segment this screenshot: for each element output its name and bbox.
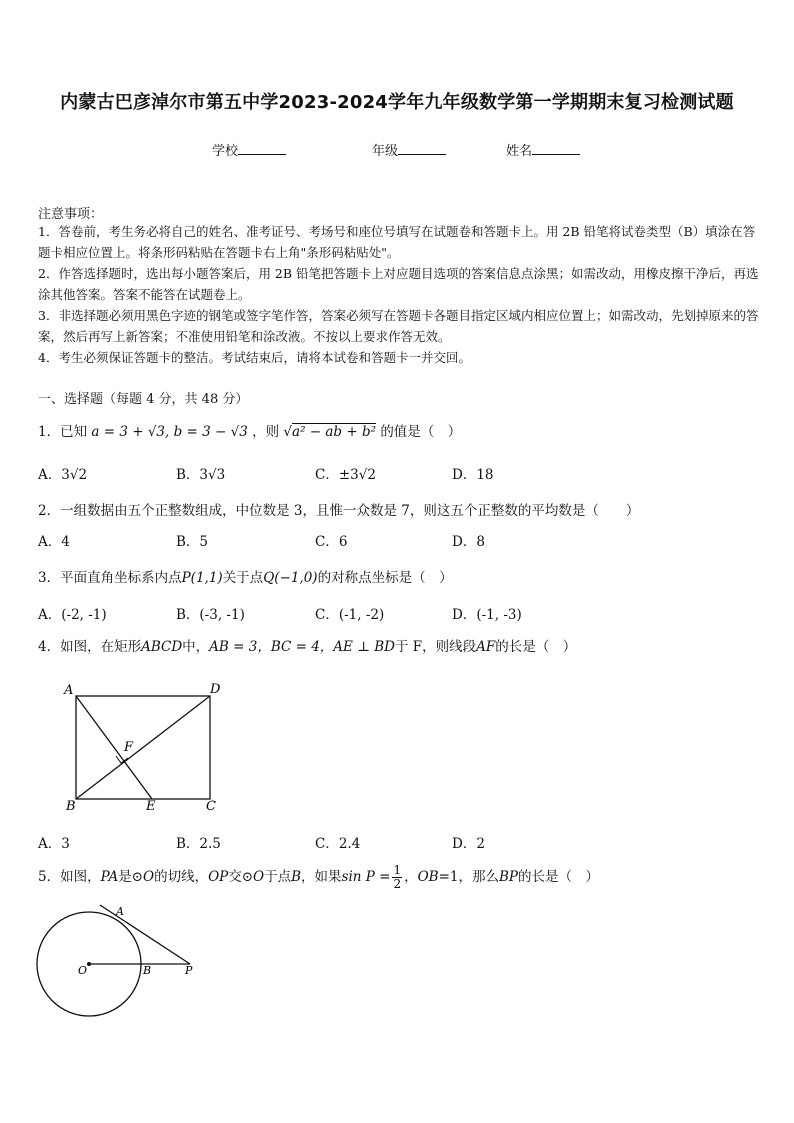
q5-fraction xyxy=(392,864,402,891)
q3-mid: 关于点 xyxy=(222,570,264,586)
name-label: 姓名 xyxy=(506,144,533,159)
q5-o2: O xyxy=(253,869,265,885)
name-field xyxy=(506,140,580,159)
q3-option-d[interactable]: D．(-1, -3) xyxy=(452,607,522,623)
q1-mid: ，则 xyxy=(252,424,280,440)
q2-option-b[interactable]: B．5 xyxy=(176,534,209,550)
q3-point-q: Q(−1,0) xyxy=(263,570,318,586)
q4-mid2: 于 F，则线段 xyxy=(394,639,477,655)
q5-bp: BP xyxy=(499,869,519,885)
q3-option-b[interactable]: B．(-3, -1) xyxy=(176,607,245,623)
label-a: A xyxy=(116,905,124,918)
q5-t1: 是⊙ xyxy=(118,869,143,885)
q2-option-a[interactable]: A．4 xyxy=(38,534,70,550)
q5-ob: OB xyxy=(417,869,439,885)
q4-rect: ABCD xyxy=(141,639,183,655)
right-angle-mark xyxy=(116,756,128,763)
name-blank[interactable] xyxy=(532,142,580,155)
grade-field xyxy=(372,140,446,159)
q5-t4: 于点 xyxy=(264,869,292,885)
label-b: B xyxy=(66,799,76,810)
label-b: B xyxy=(143,964,152,977)
q5-op: OP xyxy=(208,869,229,885)
label-o: O xyxy=(78,964,88,977)
label-a: A xyxy=(64,683,74,698)
label-d: D xyxy=(210,682,221,697)
notice-item-2: 2．作答选择题时，选出每小题答案后，用 2B 铅笔把答题卡上对应题目选项的答案信息点涂黑；如需改动，用橡皮擦干净后，再选涂其他答案。答案不能答在试题卷上。 xyxy=(38,266,759,302)
question-1 xyxy=(38,420,461,440)
q4-mid: 中， xyxy=(182,639,210,655)
q1-suffix: 的值是（ ） xyxy=(380,424,462,440)
q5-frac-den: 2 xyxy=(393,877,402,891)
notice-item-1: 1．答卷前，考生务必将自己的姓名、准考证号、考场号和座位号填写在试题卷和答题卡上。用 2B 铅笔将试卷类型（B）填涂在答题卡相应位置上。将条形码粘贴在答题卡右上角"条形码粘贴处"。 xyxy=(38,224,756,260)
q5-pa: PA xyxy=(100,869,119,885)
q1-prefix: 1．已知 xyxy=(38,424,88,440)
notice-item-3: 3．非选择题必须用黑色字迹的钢笔或签字笔作答，答案必须写在答题卡各题目指定区域内相应位置上；如需改动，先划掉原来的答案，然后再写上新答案；不准使用铅笔和涂改液。不按以上要求作答无效。 xyxy=(38,308,759,344)
q3-option-c[interactable]: C．(-1, -2) xyxy=(315,607,385,623)
label-c: C xyxy=(206,799,216,810)
page-title: 内蒙古巴彦淖尔市第五中学2023-2024学年九年级数学第一学期期末复习检测试题 xyxy=(60,92,734,113)
q2-option-c[interactable]: C．6 xyxy=(315,534,348,550)
q5-circle-figure xyxy=(30,900,210,1025)
q4-option-a[interactable]: A．3 xyxy=(38,836,70,852)
label-f: F xyxy=(124,740,134,755)
q5-prefix: 5．如图， xyxy=(38,869,101,885)
q5-sin: sin P = xyxy=(341,869,391,885)
tangent-pa xyxy=(100,905,190,964)
school-blank[interactable] xyxy=(238,142,286,155)
q3-point-p: P(1,1) xyxy=(181,570,223,586)
label-p: P xyxy=(185,964,193,977)
q5-t6: ， xyxy=(404,869,418,885)
q1-option-d[interactable]: D．18 xyxy=(452,467,494,483)
q1-option-b[interactable]: B．3√3 xyxy=(176,467,226,483)
school-label: 学校 xyxy=(212,144,239,159)
q3-option-a[interactable]: A．(-2, -1) xyxy=(38,607,107,623)
center-point xyxy=(87,962,91,966)
label-e: E xyxy=(146,799,156,810)
q1-option-a[interactable]: A．3√2 xyxy=(38,467,88,483)
question-3 xyxy=(38,566,453,586)
q4-cond: AB = 3，BC = 4，AE ⊥ BD xyxy=(209,639,395,655)
diagonal-bd xyxy=(76,696,210,799)
q5-t3: 交⊙ xyxy=(228,869,254,885)
question-2: 2．一组数据由五个正整数组成，中位数是 3，且惟一众数是 7，则这五个正整数的平均数是（ ） xyxy=(38,503,640,519)
q3-prefix: 3．平面直角坐标系内点 xyxy=(38,570,182,586)
question-5 xyxy=(38,860,599,894)
q5-t7: =1，那么 xyxy=(438,869,500,885)
q4-seg: AF xyxy=(476,639,496,655)
q4-option-d[interactable]: D．2 xyxy=(452,836,485,852)
segment-ae xyxy=(76,696,152,799)
q5-t8: 的长是（ ） xyxy=(518,869,600,885)
q4-option-c[interactable]: C．2.4 xyxy=(315,836,361,852)
section-heading: 一、选择题（每题 4 分，共 48 分） xyxy=(38,392,249,407)
q1-sqrt: √a² − ab + b² xyxy=(283,424,377,440)
q5-t5: ，如果 xyxy=(301,869,342,885)
question-4 xyxy=(38,635,576,655)
q2-option-d[interactable]: D．8 xyxy=(452,534,485,550)
q4-prefix: 4．如图，在矩形 xyxy=(38,639,142,655)
q5-o1: O xyxy=(143,869,155,885)
school-field xyxy=(212,140,286,159)
notice-item-4: 4．考生必须保证答题卡的整洁。考试结束后，请将本试卷和答题卡一并交回。 xyxy=(38,350,471,365)
q5-b: B xyxy=(291,869,302,885)
q5-t2: 的切线， xyxy=(154,869,209,885)
grade-blank[interactable] xyxy=(398,142,446,155)
grade-label: 年级 xyxy=(372,144,399,159)
q4-rectangle-figure xyxy=(60,680,230,810)
q3-suffix: 的对称点坐标是（ ） xyxy=(317,570,453,586)
q4-suffix: 的长是（ ） xyxy=(495,639,577,655)
q1-given: a = 3 + √3, b = 3 − √3 xyxy=(91,424,248,440)
q4-option-b[interactable]: B．2.5 xyxy=(176,836,221,852)
q1-expr: a² − ab + b² xyxy=(292,424,377,440)
q5-frac-num: 1 xyxy=(393,863,402,877)
q1-option-c[interactable]: C．±3√2 xyxy=(315,467,376,483)
notice-title: 注意事项： xyxy=(38,207,104,222)
